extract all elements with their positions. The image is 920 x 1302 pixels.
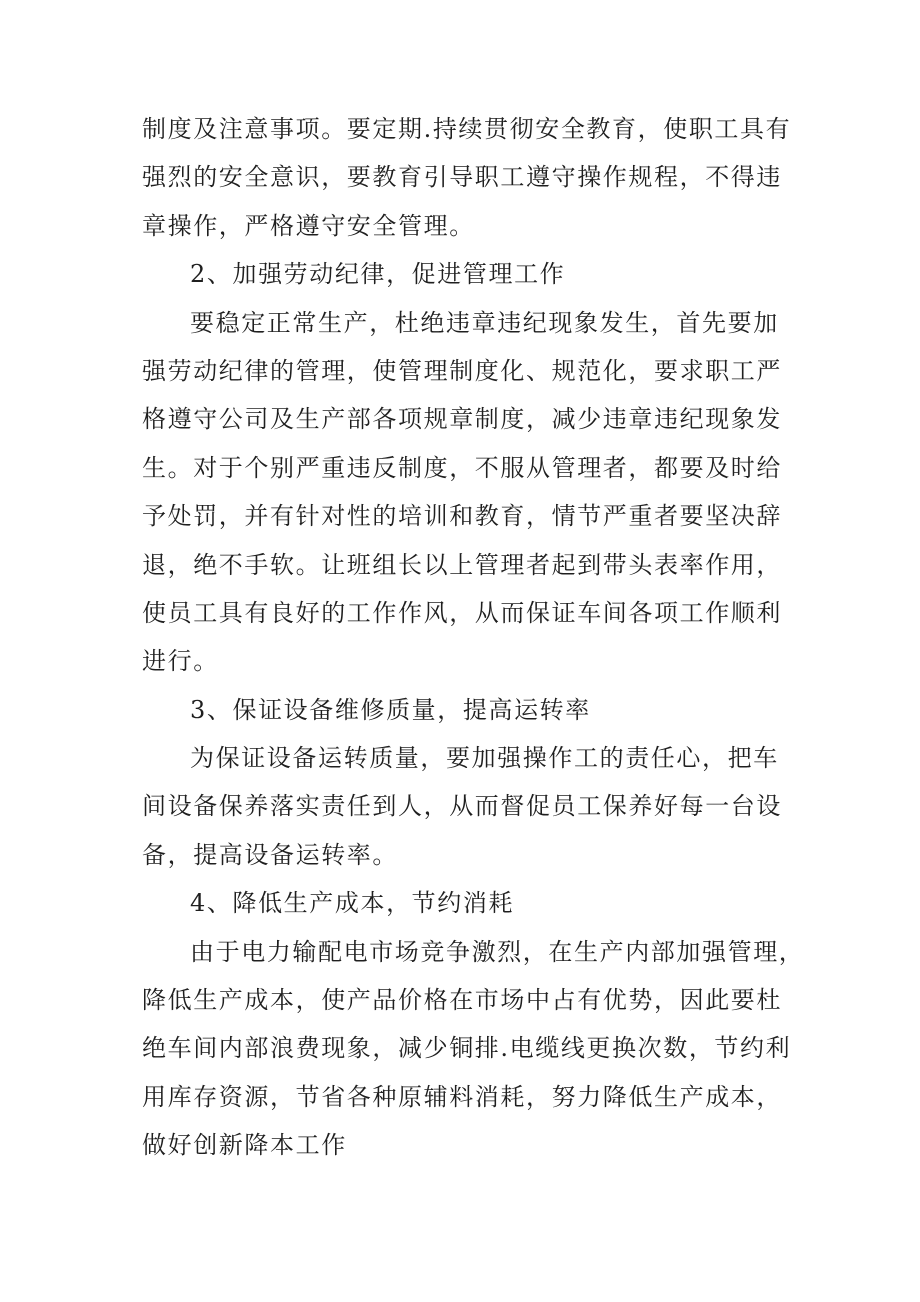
text-line: 进行。 <box>142 647 219 676</box>
text-line: 做好创新降本工作 <box>142 1131 347 1160</box>
text-line: 退，绝不手软。让班组长以上管理者起到带头表率作用， <box>142 550 782 579</box>
text-line: 由于电力输配电市场竞争激烈，在生产内部加强管理， <box>190 937 805 966</box>
text-line: 格遵守公司及生产部各项规章制度，减少违章违纪现象发 <box>142 405 782 434</box>
text-line: 2、加强劳动纪律，促进管理工作 <box>190 260 566 289</box>
text-line: 4、降低生产成本，节约消耗 <box>190 889 515 918</box>
text-line: 为保证设备运转质量，要加强操作工的责任心，把车 <box>190 744 779 773</box>
text-line: 备，提高设备运转率。 <box>142 840 398 869</box>
text-line: 用库存资源，节省各种原辅料消耗，努力降低生产成本， <box>142 1082 782 1111</box>
text-line: 制度及注意事项。要定期.持续贯彻安全教育，使职工具有 <box>142 115 792 143</box>
text-line: 生。对于个别严重违反制度，不服从管理者，都要及时给 <box>142 453 782 482</box>
text-line: 间设备保养落实责任到人，从而督促员工保养好每一台设 <box>142 792 782 821</box>
text-line: 要稳定正常生产，杜绝违章违纪现象发生，首先要加 <box>190 308 779 337</box>
text-line: 3、保证设备维修质量，提高运转率 <box>190 695 591 724</box>
text-line: 使员工具有良好的工作作风，从而保证车间各项工作顺利 <box>142 598 782 627</box>
text-line: 降低生产成本，使产品价格在市场中占有优势，因此要杜 <box>142 986 782 1015</box>
document-body <box>142 105 805 1170</box>
text-line: 绝车间内部浪费现象，减少铜排.电缆线更换次数，节约利 <box>142 1034 792 1063</box>
text-line: 强劳动纪律的管理，使管理制度化、规范化，要求职工严 <box>142 356 782 385</box>
text-line: 予处罚，并有针对性的培训和教育，情节严重者要坚决辞 <box>142 502 782 531</box>
text-line: 强烈的安全意识，要教育引导职工遵守操作规程，不得违 <box>142 163 782 192</box>
text-line: 章操作，严格遵守安全管理。 <box>142 211 475 240</box>
